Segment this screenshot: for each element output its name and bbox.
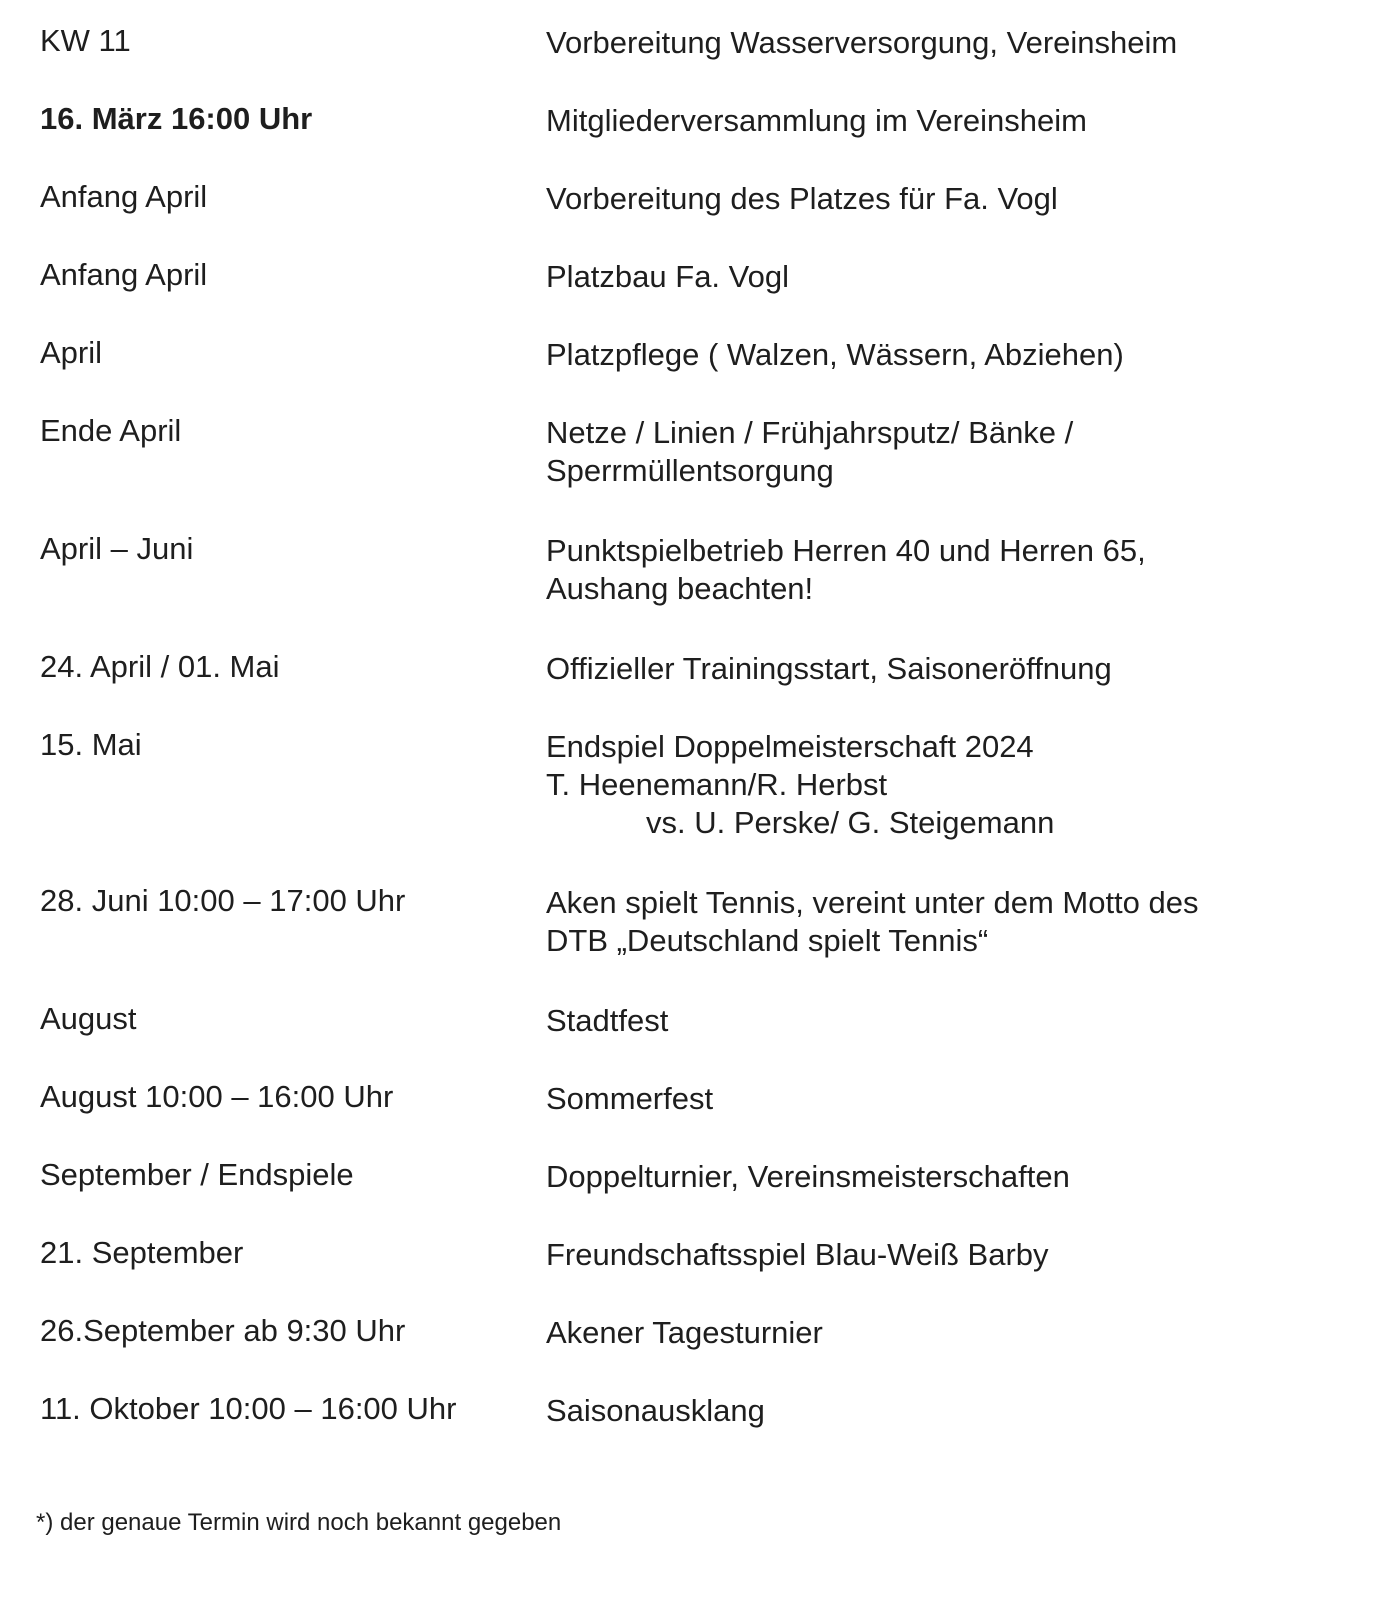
event-description (546, 884, 1366, 960)
event-date: August 10:00 – 16:00 Uhr (40, 1079, 394, 1114)
event-description (546, 532, 1366, 608)
event-description (546, 1080, 1366, 1118)
event-description-line: Vorbereitung Wasserversorgung, Vereinsheim (546, 25, 1178, 60)
event-description-line: Stadtfest (546, 1003, 669, 1038)
event-description-line: Platzbau Fa. Vogl (546, 259, 789, 294)
event-date: 11. Oktober 10:00 – 16:00 Uhr (40, 1391, 457, 1426)
event-description-line: Aushang beachten! (546, 571, 814, 606)
event-date: 26.September ab 9:30 Uhr (40, 1313, 406, 1348)
event-description-line: Aken spielt Tennis, vereint unter dem Motto des (546, 885, 1199, 920)
event-description-line: vs. U. Perske/ G. Steigemann (646, 805, 1055, 840)
event-description (546, 414, 1366, 490)
event-description (546, 1236, 1366, 1274)
event-description-line: T. Heenemann/R. Herbst (546, 767, 888, 802)
event-date: 28. Juni 10:00 – 17:00 Uhr (40, 883, 406, 918)
event-description-line: Endspiel Doppelmeisterschaft 2024 (546, 729, 1034, 764)
event-description-line: Sperrmüllentsorgung (546, 453, 834, 488)
event-description-line: Offizieller Trainingsstart, Saisoneröffnung (546, 651, 1112, 686)
event-date: 24. April / 01. Mai (40, 649, 280, 684)
event-date: Ende April (40, 413, 182, 448)
event-date: Anfang April (40, 257, 208, 292)
event-date: 16. März 16:00 Uhr (40, 101, 313, 136)
event-description-line: Punktspielbetrieb Herren 40 und Herren 65, (546, 533, 1146, 568)
event-date: April – Juni (40, 531, 194, 566)
event-description (546, 180, 1366, 218)
event-description-line: Akener Tagesturnier (546, 1315, 823, 1350)
event-description-line: DTB „Deutschland spielt Tennis“ (546, 923, 989, 958)
event-description-line: Vorbereitung des Platzes für Fa. Vogl (546, 181, 1058, 216)
event-date: September / Endspiele (40, 1157, 354, 1192)
event-description (546, 336, 1366, 374)
event-description (546, 1158, 1366, 1196)
event-description (546, 650, 1366, 688)
event-description (546, 1392, 1366, 1430)
event-date: 15. Mai (40, 727, 142, 762)
event-description-line: Netze / Linien / Frühjahrsputz/ Bänke / (546, 415, 1074, 450)
event-date: Anfang April (40, 179, 208, 214)
event-description (546, 1314, 1366, 1352)
event-date: KW 11 (40, 23, 131, 58)
event-description (546, 728, 1366, 842)
event-description (546, 24, 1366, 62)
event-description (546, 1002, 1366, 1040)
event-description (546, 102, 1366, 140)
event-date: August (40, 1001, 137, 1036)
event-description-line: Saisonausklang (546, 1393, 765, 1428)
footnote: *) der genaue Termin wird noch bekannt gegeben (36, 1509, 562, 1536)
event-description-line: Doppelturnier, Vereinsmeisterschaften (546, 1159, 1070, 1194)
event-date: 21. September (40, 1235, 244, 1270)
event-date: April (40, 335, 103, 370)
event-description (546, 258, 1366, 296)
event-description-line: Mitgliederversammlung im Vereinsheim (546, 103, 1087, 138)
event-description-line: Platzpflege ( Walzen, Wässern, Abziehen) (546, 337, 1124, 372)
event-description-line: Freundschaftsspiel Blau-Weiß Barby (546, 1237, 1049, 1272)
event-description-line: Sommerfest (546, 1081, 714, 1116)
